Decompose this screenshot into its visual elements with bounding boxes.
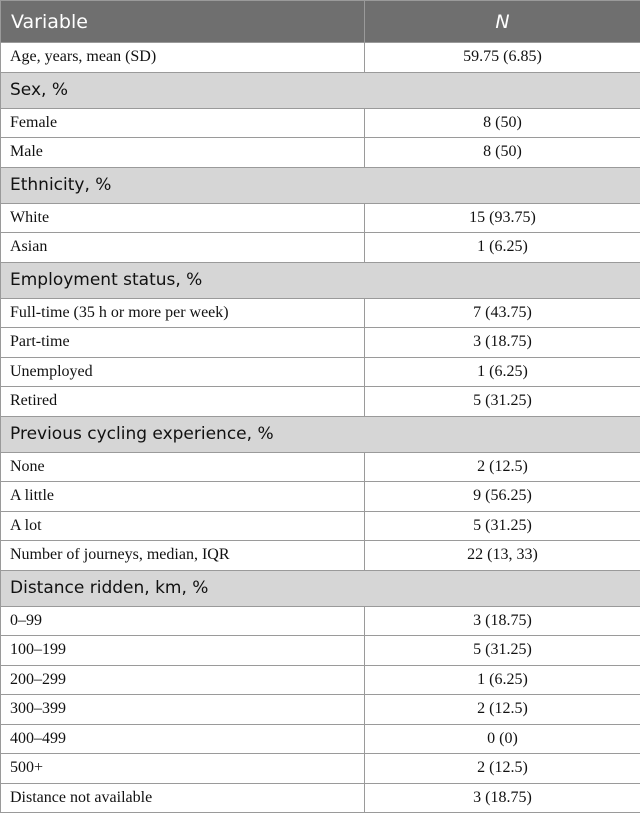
row-variable-label: 200–299 [1, 665, 365, 695]
row-n-value: 5 (31.25) [365, 511, 640, 541]
table-row [1, 108, 640, 138]
section-header-row [1, 416, 640, 452]
row-n-value: 59.75 (6.85) [365, 43, 640, 73]
table-row [1, 233, 640, 263]
row-n-value: 15 (93.75) [365, 203, 640, 233]
row-variable-label: A lot [1, 511, 365, 541]
table-row [1, 328, 640, 358]
row-variable-label: Age, years, mean (SD) [1, 43, 365, 73]
row-variable-label: 400–499 [1, 724, 365, 754]
row-n-value: 8 (50) [365, 138, 640, 168]
row-variable-label: Male [1, 138, 365, 168]
row-variable-label: A little [1, 482, 365, 512]
table-header-row [1, 1, 640, 43]
table-row [1, 482, 640, 512]
row-variable-label: Asian [1, 233, 365, 263]
section-header-label: Distance ridden, km, % [1, 570, 640, 606]
row-n-value: 2 (12.5) [365, 695, 640, 725]
table-row [1, 754, 640, 784]
table-row [1, 387, 640, 417]
table-row [1, 357, 640, 387]
row-variable-label: 100–199 [1, 636, 365, 666]
row-n-value: 3 (18.75) [365, 328, 640, 358]
section-header-row [1, 72, 640, 108]
row-variable-label: Part-time [1, 328, 365, 358]
row-n-value: 1 (6.25) [365, 233, 640, 263]
header-n: N [365, 1, 640, 43]
section-header-label: Employment status, % [1, 262, 640, 298]
table-row [1, 452, 640, 482]
row-n-value: 2 (12.5) [365, 452, 640, 482]
row-variable-label: Full-time (35 h or more per week) [1, 298, 365, 328]
section-header-label: Ethnicity, % [1, 167, 640, 203]
table-row [1, 511, 640, 541]
section-header-label: Sex, % [1, 72, 640, 108]
table-row [1, 298, 640, 328]
table-row [1, 203, 640, 233]
row-n-value: 3 (18.75) [365, 606, 640, 636]
table-body [1, 43, 640, 813]
table-row [1, 43, 640, 73]
row-variable-label: 500+ [1, 754, 365, 784]
table-row [1, 783, 640, 813]
row-variable-label: Distance not available [1, 783, 365, 813]
table-row [1, 138, 640, 168]
row-n-value: 0 (0) [365, 724, 640, 754]
row-variable-label: Number of journeys, median, IQR [1, 541, 365, 571]
table-row [1, 695, 640, 725]
row-n-value: 1 (6.25) [365, 665, 640, 695]
table-row [1, 665, 640, 695]
row-n-value: 5 (31.25) [365, 636, 640, 666]
row-n-value: 9 (56.25) [365, 482, 640, 512]
row-variable-label: Retired [1, 387, 365, 417]
table-row [1, 724, 640, 754]
section-header-row [1, 167, 640, 203]
row-variable-label: Female [1, 108, 365, 138]
header-variable: Variable [1, 1, 365, 43]
table-row [1, 541, 640, 571]
section-header-row [1, 570, 640, 606]
row-variable-label: Unemployed [1, 357, 365, 387]
table-row [1, 636, 640, 666]
row-variable-label: 0–99 [1, 606, 365, 636]
row-n-value: 1 (6.25) [365, 357, 640, 387]
section-header-label: Previous cycling experience, % [1, 416, 640, 452]
row-n-value: 3 (18.75) [365, 783, 640, 813]
section-header-row [1, 262, 640, 298]
table-row [1, 606, 640, 636]
row-variable-label: None [1, 452, 365, 482]
row-n-value: 8 (50) [365, 108, 640, 138]
row-n-value: 7 (43.75) [365, 298, 640, 328]
row-n-value: 22 (13, 33) [365, 541, 640, 571]
row-n-value: 2 (12.5) [365, 754, 640, 784]
row-variable-label: 300–399 [1, 695, 365, 725]
row-n-value: 5 (31.25) [365, 387, 640, 417]
row-variable-label: White [1, 203, 365, 233]
